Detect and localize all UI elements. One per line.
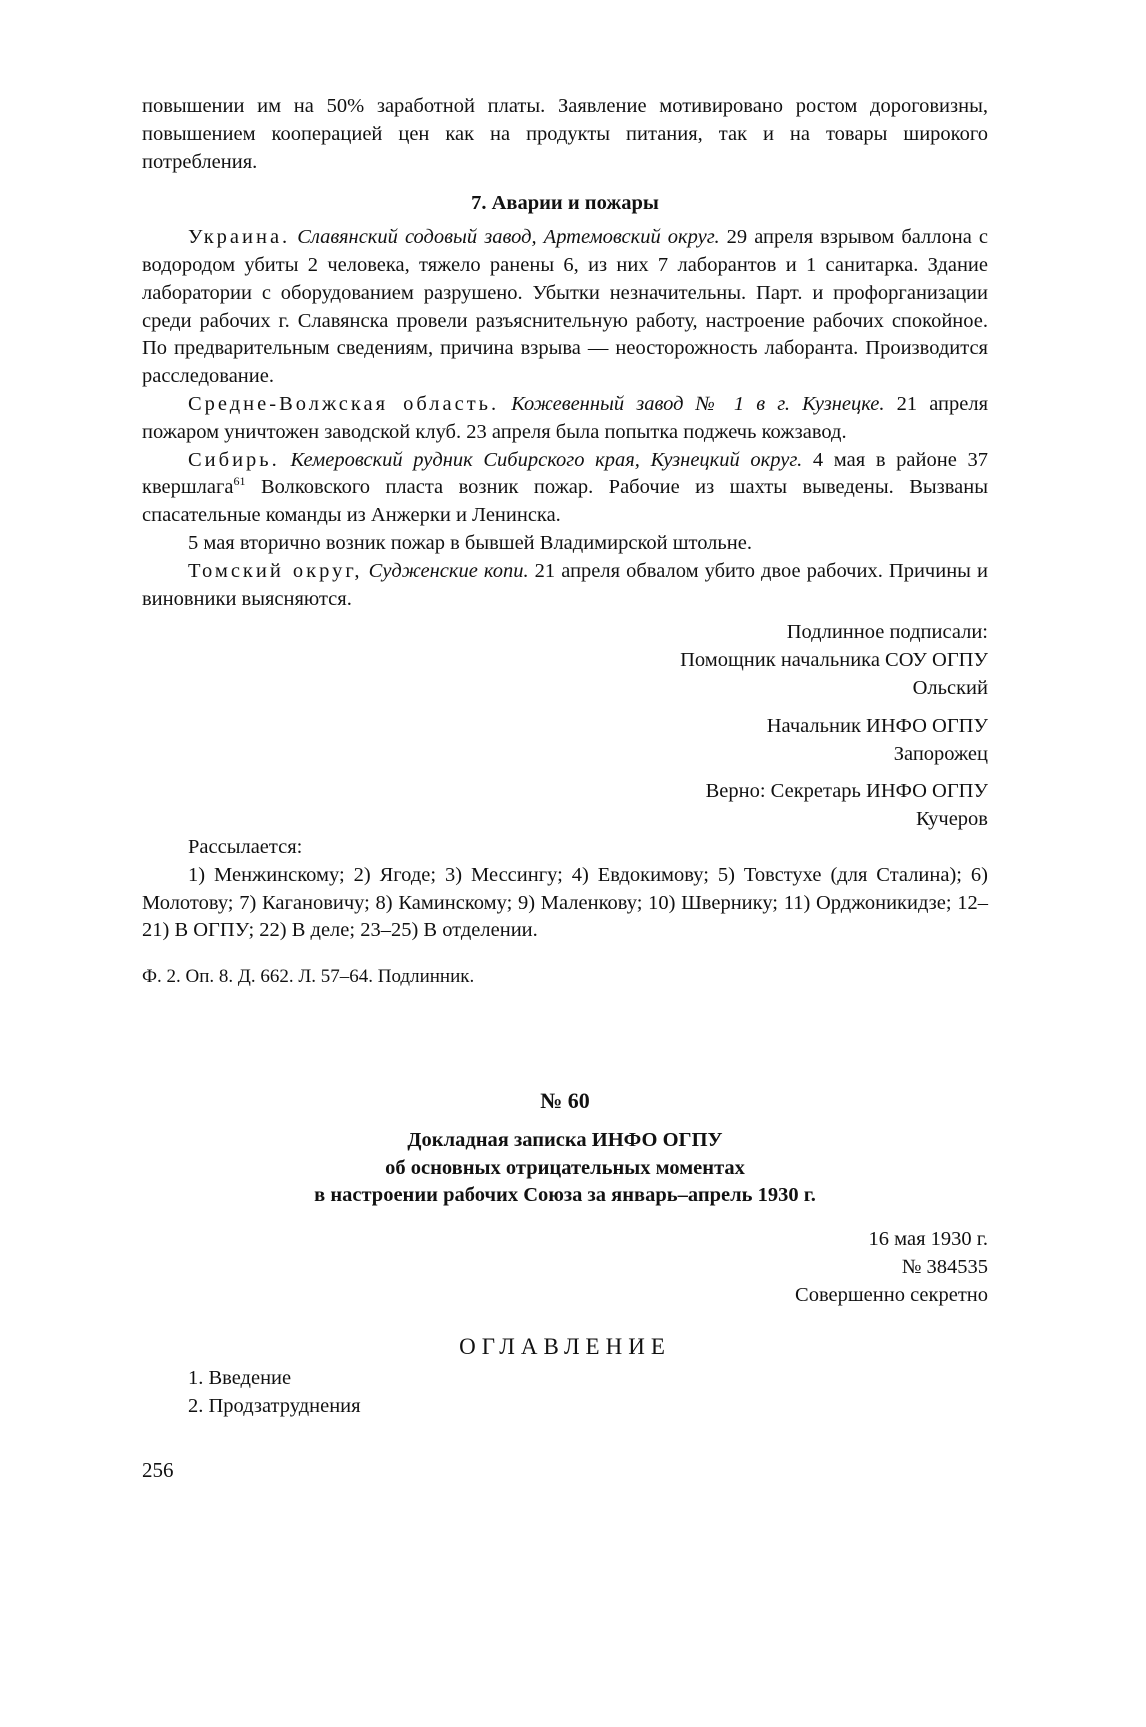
entry-second-fire: 5 мая вторично возник пожар в бывшей Владимирской штольне. xyxy=(188,531,752,554)
toc-item[interactable]: 2. Продзатруднения xyxy=(188,1395,361,1418)
entry-place: Кемеровский рудник Сибирского края, Кузнецкий округ. xyxy=(290,448,803,471)
classification-stamp: Совершенно секретно xyxy=(795,1283,988,1306)
entry-place: Кожевенный завод № 1 в г. Кузнецке. xyxy=(511,392,885,415)
document-title-line: об основных отрицательных моментах xyxy=(385,1156,745,1179)
entry-text: Волковского пласта возник пожар. Рабочие из шахты выведены. Вызваны спасательные команды из Анжерки и Ленинска. xyxy=(142,476,988,527)
document-meta xyxy=(142,1226,988,1309)
toc-item[interactable]: 1. Введение xyxy=(188,1367,292,1390)
distribution-list: 1) Менжинскому; 2) Ягоде; 3) Мессингу; 4) Евдокимову; 5) Товстухе (для Сталина); 6) Молотову; 7) Кагановичу; 8) Каминскому; 9) Маленкову; 10) Швернику; 11) Орджоникидзе; 12–21) В ОГПУ; 22) В деле; 23–25) В отделении. xyxy=(142,863,988,942)
document-page xyxy=(142,93,988,1485)
page-number: 256 xyxy=(142,1457,174,1482)
intro-paragraph: повышении им на 50% заработной платы. Заявление мотивировано ростом дороговизны, повышением кооперацией цен как на продукты питания, так и на товары широкого потребления. xyxy=(142,95,988,173)
distribution-label: Рассылается: xyxy=(188,835,303,858)
entry-volga xyxy=(142,391,988,447)
entry-region: Средне-Волжская область. xyxy=(188,392,500,415)
entry-siberia xyxy=(142,447,988,530)
signature-title: Начальник ИНФО ОГПУ xyxy=(766,714,988,737)
entry-tomsk xyxy=(142,558,988,614)
entry-text: 21 апреля обвалом убито двое рабочих. Причины и виновники выясняются. xyxy=(142,559,988,610)
document-title-line: Докладная записка ИНФО ОГПУ xyxy=(407,1128,723,1151)
signatures xyxy=(142,619,988,834)
footnote-marker[interactable]: 61 xyxy=(233,474,246,489)
entry-place: Славянский содовый завод, Артемовский округ. xyxy=(297,226,720,249)
document-number: № 60 xyxy=(540,1087,590,1113)
entry-place: Судженские копи. xyxy=(368,559,529,582)
toc-heading: ОГЛАВЛЕНИЕ xyxy=(459,1334,671,1360)
signature-name: Кучеров xyxy=(916,808,988,831)
entry-text: 4 мая в районе 37 квершлага xyxy=(142,448,988,499)
entry-text: 21 апреля пожаром уничтожен заводской клуб. 23 апреля была попытка поджечь кожзавод. xyxy=(142,392,988,443)
entry-ukraine xyxy=(142,224,988,391)
document-reg-number: № 384535 xyxy=(901,1255,988,1278)
signature-title: Верно: Секретарь ИНФО ОГПУ xyxy=(705,780,988,803)
entry-text: 29 апреля взрывом баллона с водородом убиты 2 человека, тяжело ранены 6, из них 7 лаборантов и 1 санитарка. Здание лаборатории с оборудованием разрушено. Убытки незначительны. Парт. и профорганизации среди рабочих г. Славянска провели разъяснительную работу, настроение рабочих спокойное. По предварительным сведениям, причина взрыва — неосторожность лаборанта. Производится расследование. xyxy=(142,226,989,388)
signatures-heading: Подлинное подписали: xyxy=(786,621,988,644)
document-title-line: в настроении рабочих Союза за январь–апрель 1930 г. xyxy=(314,1184,816,1207)
archive-reference: Ф. 2. Оп. 8. Д. 662. Л. 57–64. Подлинник. xyxy=(142,966,475,988)
signature-name: Ольский xyxy=(912,676,988,699)
entry-region: Томский округ, xyxy=(188,559,363,582)
entry-region: Сибирь. xyxy=(188,448,280,471)
section-heading: 7. Аварии и пожары xyxy=(471,192,659,215)
signature-title: Помощник начальника СОУ ОГПУ xyxy=(680,649,988,672)
document-date: 16 мая 1930 г. xyxy=(868,1228,988,1251)
signature-name: Запорожец xyxy=(893,742,988,765)
entry-region: Украина. xyxy=(188,226,291,249)
